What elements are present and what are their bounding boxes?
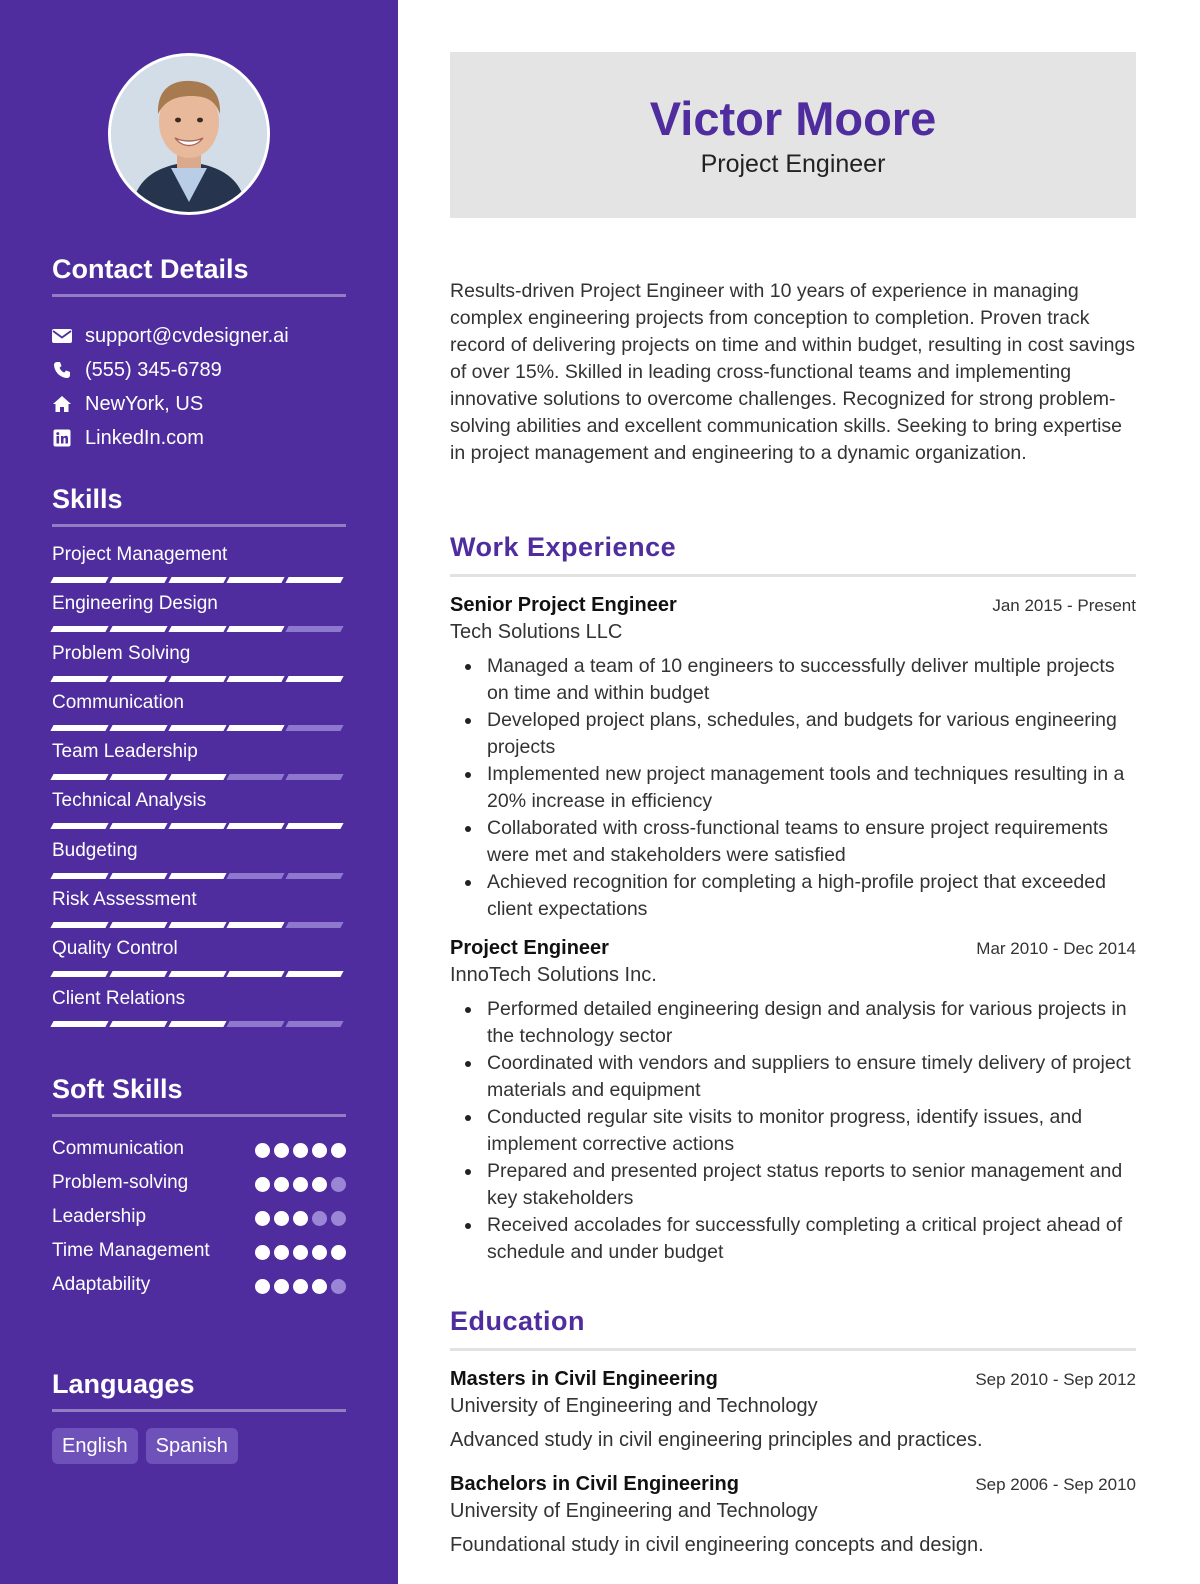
skill-level-segment	[109, 873, 167, 879]
skill-level-segment	[227, 971, 285, 977]
skill-level-segment	[168, 971, 226, 977]
languages-heading: Languages	[52, 1369, 195, 1399]
skill-name: Project Management	[52, 544, 228, 565]
skill-level-segment	[286, 922, 344, 928]
education-school: University of Engineering and Technology	[450, 1395, 818, 1417]
skill-level-segment	[109, 971, 167, 977]
job-bullet: Performed detailed engineering design and analysis for various projects in the technology sector	[450, 996, 1136, 1050]
skill-level-segment	[227, 676, 285, 682]
skill-item	[52, 691, 346, 740]
soft-skill-name: Leadership	[52, 1206, 147, 1227]
skill-item	[52, 987, 346, 1036]
education-description: Advanced study in civil engineering principles and practices.	[450, 1429, 983, 1451]
work-experience-heading: Work Experience	[450, 532, 677, 562]
job-bullet: Achieved recognition for completing a high-profile project that exceeded client expectations	[450, 869, 1136, 923]
soft-skill-rating	[251, 1211, 346, 1226]
soft-skill-name: Problem-solving	[52, 1172, 189, 1193]
skill-level-segment	[109, 922, 167, 928]
soft-skill-rating	[251, 1279, 346, 1294]
skill-level-bars	[52, 873, 346, 879]
skill-level-bars	[52, 922, 346, 928]
job-bullet: Coordinated with vendors and suppliers to ensure timely delivery of project materials and equipment	[450, 1050, 1136, 1104]
skill-level-segment	[286, 577, 344, 583]
skill-level-segment	[50, 577, 108, 583]
phone-icon	[52, 360, 72, 380]
contact-heading: Contact Details	[52, 254, 249, 284]
divider	[450, 1348, 1136, 1351]
skill-level-segment	[168, 922, 226, 928]
skills-heading: Skills	[52, 484, 123, 514]
skill-level-segment	[50, 1021, 108, 1027]
soft-skill-item	[52, 1271, 346, 1305]
education-section	[450, 1304, 1136, 1559]
skill-name: Technical Analysis	[52, 790, 207, 812]
skill-level-bars	[52, 971, 346, 977]
linkedin-icon	[52, 428, 72, 448]
skill-item	[52, 888, 346, 937]
rating-dot	[255, 1143, 270, 1158]
skill-level-segment	[109, 823, 167, 829]
rating-dot	[331, 1279, 346, 1294]
rating-dot	[274, 1143, 289, 1158]
education-entry	[450, 1471, 1136, 1559]
skill-name: Client Relations	[52, 987, 186, 1009]
job-company: Tech Solutions LLC	[450, 621, 623, 643]
skill-level-segment	[227, 1021, 285, 1027]
divider	[52, 1114, 346, 1117]
job-bullet: Prepared and presented project status reports to senior management and key stakeholders	[450, 1158, 1136, 1212]
skill-level-segment	[227, 922, 285, 928]
rating-dot	[312, 1245, 327, 1260]
skill-level-segment	[168, 577, 226, 583]
skill-level-segment	[168, 774, 226, 780]
soft-skills-section	[52, 1072, 346, 1305]
skill-level-segment	[286, 626, 344, 632]
skill-level-segment	[168, 1021, 226, 1027]
soft-skill-item	[52, 1169, 346, 1203]
skill-level-segment	[227, 823, 285, 829]
skill-level-segment	[168, 873, 226, 879]
skill-name: Budgeting	[52, 839, 138, 861]
job-company: InnoTech Solutions Inc.	[450, 964, 657, 986]
job-entry	[450, 935, 1136, 1266]
education-dates: Sep 2006 - Sep 2010	[975, 1475, 1136, 1494]
rating-dot	[255, 1177, 270, 1192]
job-bullet: Developed project plans, schedules, and budgets for various engineering projects	[450, 707, 1136, 761]
contact-location	[52, 387, 346, 421]
rating-dot	[331, 1177, 346, 1192]
contact-email-text: support@cvdesigner.ai	[85, 324, 289, 347]
skill-name: Team Leadership	[52, 741, 198, 763]
contact-email[interactable]	[52, 319, 346, 353]
sidebar	[0, 0, 398, 1584]
skill-level-segment	[50, 725, 108, 731]
skill-level-segment	[168, 725, 226, 731]
job-bullet: Collaborated with cross-functional teams to ensure project requirements were met and stakeholders were satisfied	[450, 815, 1136, 869]
rating-dot	[274, 1211, 289, 1226]
skill-level-segment	[286, 725, 344, 731]
rating-dot	[274, 1245, 289, 1260]
soft-skill-name: Communication	[52, 1138, 184, 1159]
skill-name: Engineering Design	[52, 593, 218, 615]
profile-photo	[108, 53, 270, 215]
education-description: Foundational study in civil engineering concepts and design.	[450, 1534, 984, 1556]
soft-skill-name: Time Management	[52, 1240, 210, 1261]
soft-skill-item	[52, 1203, 346, 1237]
skill-item	[52, 642, 346, 691]
job-bullets	[450, 653, 1136, 923]
soft-skill-item	[52, 1237, 346, 1271]
skill-level-segment	[286, 676, 344, 682]
skill-level-segment	[286, 873, 344, 879]
skill-level-bars	[52, 725, 346, 731]
skill-level-segment	[227, 873, 285, 879]
contact-linkedin[interactable]	[52, 421, 346, 455]
skill-level-segment	[50, 676, 108, 682]
rating-dot	[255, 1211, 270, 1226]
skill-level-segment	[50, 774, 108, 780]
rating-dot	[293, 1245, 308, 1260]
skill-level-segment	[109, 577, 167, 583]
skill-level-segment	[286, 774, 344, 780]
soft-skill-rating	[251, 1143, 346, 1158]
education-degree: Bachelors in Civil Engineering	[450, 1473, 739, 1495]
languages-list	[52, 1428, 346, 1464]
education-degree: Masters in Civil Engineering	[450, 1368, 718, 1390]
education-school: University of Engineering and Technology	[450, 1500, 818, 1522]
languages-section	[52, 1367, 346, 1464]
skill-level-segment	[50, 971, 108, 977]
soft-skill-name: Adaptability	[52, 1274, 151, 1295]
skill-level-segment	[109, 725, 167, 731]
soft-skills-list	[52, 1135, 346, 1305]
candidate-name: Victor Moore	[649, 92, 937, 145]
skill-level-segment	[168, 626, 226, 632]
job-bullet: Conducted regular site visits to monitor progress, identify issues, and implement corrective actions	[450, 1104, 1136, 1158]
skill-level-segment	[286, 823, 344, 829]
rating-dot	[312, 1177, 327, 1192]
rating-dot	[312, 1143, 327, 1158]
divider	[52, 1409, 346, 1412]
profile-summary: Results-driven Project Engineer with 10 years of experience in managing complex engineering projects from conception to completion. Proven track record of delivering projects on time and within budget, resulting in cost savings of over 15%. Skilled in leading cross-functional teams and implementing innovative solutions to overcome challenges. Recognized for strong problem-solving abilities and excellent communication skills. Seeking to bring expertise in project management and engineering to a dynamic organization.	[450, 280, 1136, 464]
skill-level-segment	[109, 626, 167, 632]
soft-skill-rating	[251, 1245, 346, 1260]
job-bullets	[450, 996, 1136, 1266]
skill-level-bars	[52, 676, 346, 682]
home-icon	[52, 394, 72, 414]
skill-level-segment	[50, 922, 108, 928]
job-role: Project Engineer	[450, 937, 609, 959]
soft-skill-item	[52, 1135, 346, 1169]
skill-level-bars	[52, 577, 346, 583]
rating-dot	[293, 1177, 308, 1192]
contact-linkedin-text: LinkedIn.com	[85, 426, 204, 449]
contact-phone[interactable]	[52, 353, 346, 387]
rating-dot	[274, 1279, 289, 1294]
skill-level-segment	[286, 971, 344, 977]
skill-level-segment	[286, 1021, 344, 1027]
skill-level-bars	[52, 774, 346, 780]
soft-skill-rating	[251, 1177, 346, 1192]
skill-level-segment	[109, 676, 167, 682]
job-bullet: Implemented new project management tools and techniques resulting in a 20% increase in efficiency	[450, 761, 1136, 815]
rating-dot	[255, 1279, 270, 1294]
skill-level-segment	[168, 823, 226, 829]
education-heading: Education	[450, 1306, 586, 1336]
soft-skills-heading: Soft Skills	[52, 1074, 183, 1104]
skills-section	[52, 482, 346, 1036]
skill-level-segment	[227, 626, 285, 632]
divider	[52, 524, 346, 527]
rating-dot	[312, 1211, 327, 1226]
resume-header	[450, 52, 1136, 218]
rating-dot	[331, 1211, 346, 1226]
skill-level-segment	[168, 676, 226, 682]
contact-list	[52, 319, 346, 455]
skill-item	[52, 839, 346, 888]
skill-item	[52, 592, 346, 641]
contact-location-text: NewYork, US	[85, 392, 204, 415]
skill-item	[52, 937, 346, 986]
job-bullet: Received accolades for successfully completing a critical project ahead of schedule and under budget	[450, 1212, 1136, 1266]
job-entry	[450, 592, 1136, 923]
envelope-icon	[52, 326, 72, 346]
job-dates: Mar 2010 - Dec 2014	[976, 939, 1136, 958]
skill-item	[52, 789, 346, 838]
skill-level-segment	[227, 774, 285, 780]
divider	[450, 574, 1136, 577]
skill-level-segment	[50, 823, 108, 829]
rating-dot	[293, 1279, 308, 1294]
rating-dot	[255, 1245, 270, 1260]
skill-name: Risk Assessment	[52, 889, 197, 911]
skill-level-bars	[52, 823, 346, 829]
rating-dot	[293, 1143, 308, 1158]
skill-level-bars	[52, 626, 346, 632]
divider	[52, 294, 346, 297]
job-bullet: Managed a team of 10 engineers to successfully deliver multiple projects on time and within budget	[450, 653, 1136, 707]
rating-dot	[293, 1211, 308, 1226]
skill-item	[52, 543, 346, 592]
rating-dot	[331, 1245, 346, 1260]
language-tag-spanish: Spanish	[146, 1428, 238, 1464]
candidate-title: Project Engineer	[700, 150, 886, 178]
skill-level-segment	[50, 873, 108, 879]
rating-dot	[312, 1279, 327, 1294]
skills-list	[52, 543, 346, 1036]
education-entry	[450, 1366, 1136, 1454]
job-role: Senior Project Engineer	[450, 594, 677, 616]
skill-level-segment	[227, 725, 285, 731]
rating-dot	[274, 1177, 289, 1192]
rating-dot	[331, 1143, 346, 1158]
skill-level-segment	[109, 774, 167, 780]
education-dates: Sep 2010 - Sep 2012	[975, 1370, 1136, 1389]
language-tag-english: English	[52, 1428, 138, 1464]
skill-level-bars	[52, 1021, 346, 1027]
contact-section	[52, 252, 346, 455]
skill-name: Quality Control	[52, 938, 178, 960]
skill-level-segment	[109, 1021, 167, 1027]
work-experience-section	[450, 530, 1136, 1266]
skill-level-segment	[227, 577, 285, 583]
contact-phone-text: (555) 345-6789	[85, 358, 222, 381]
skill-item	[52, 740, 346, 789]
skill-name: Problem Solving	[52, 642, 191, 664]
skill-level-segment	[50, 626, 108, 632]
job-dates: Jan 2015 - Present	[992, 596, 1136, 615]
skill-name: Communication	[52, 691, 184, 713]
